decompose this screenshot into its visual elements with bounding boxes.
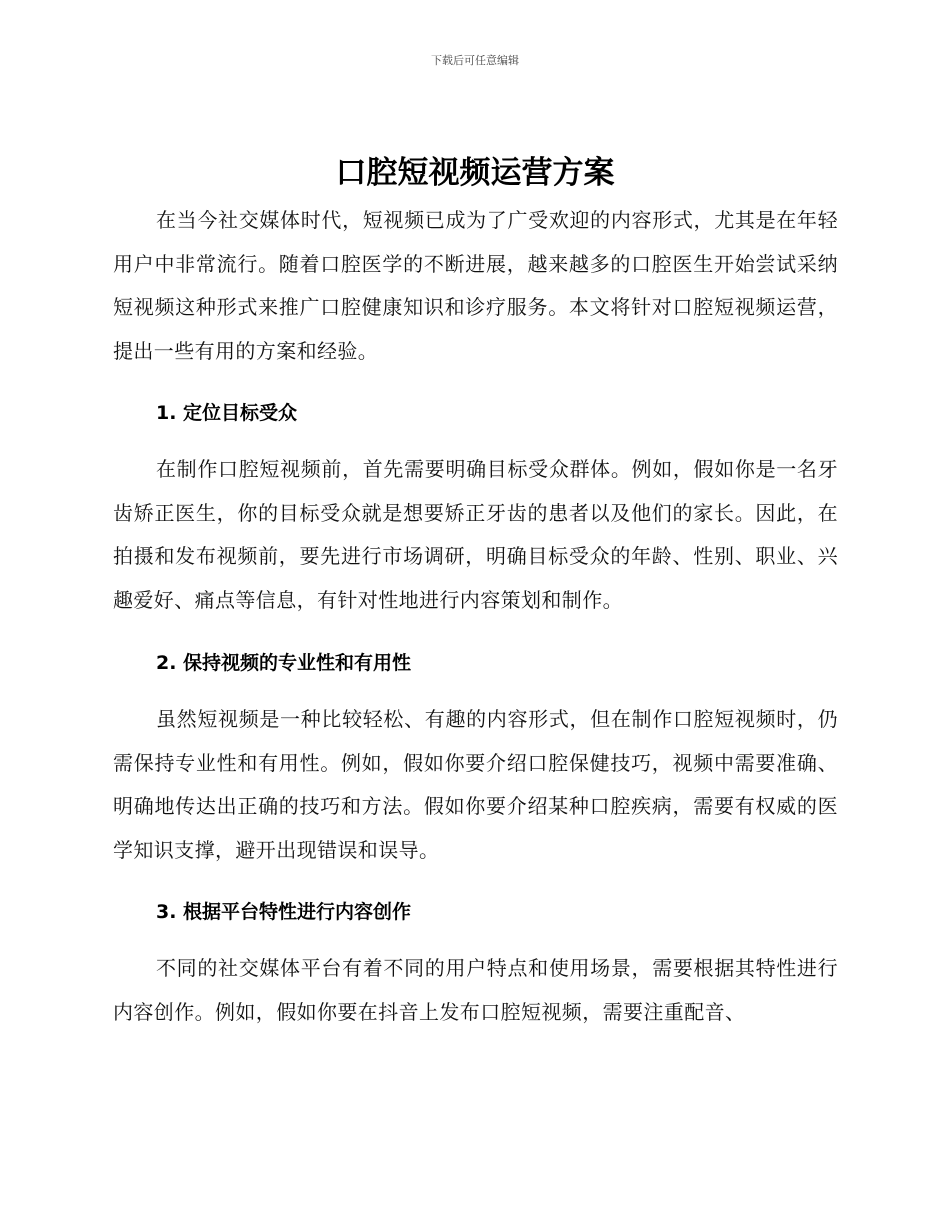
section-2-body: 虽然短视频是一种比较轻松、有趣的内容形式，但在制作口腔短视频时，仍需保持专业性和有用性。例如，假如你要介绍口腔保健技巧，视频中需要准确、明确地传达出正确的技巧和方法。假如你要介绍某种口腔疾病，需要有权威的医学知识支撑，避开出现错误和误导。 (113, 707, 838, 862)
section-1-heading: 1. 定位目标受众 (156, 402, 298, 424)
document-title: 口腔短视频运营方案 (335, 155, 615, 191)
section-3-body: 不同的社交媒体平台有着不同的用户特点和使用场景，需要根据其特性进行内容创作。例如，假如你要在抖音上发布口腔短视频，需要注重配音、 (113, 956, 838, 1024)
section-2-heading: 2. 保持视频的专业性和有用性 (156, 652, 412, 674)
intro-paragraph: 在当今社交媒体时代，短视频已成为了广受欢迎的内容形式，尤其是在年轻用户中非常流行。随着口腔医学的不断进展，越来越多的口腔医生开始尝试采纳短视频这种形式来推广口腔健康知识和诊疗服务。本文将针对口腔短视频运营，提出一些有用的方案和经验。 (113, 208, 838, 363)
section-3-heading: 3. 根据平台特性进行内容创作 (156, 901, 412, 923)
section-1-body: 在制作口腔短视频前，首先需要明确目标受众群体。例如，假如你是一名牙齿矫正医生，你的目标受众就是想要矫正牙齿的患者以及他们的家长。因此，在拍摄和发布视频前，要先进行市场调研，明确目标受众的年龄、性别、职业、兴趣爱好、痛点等信息，有针对性地进行内容策划和制作。 (113, 457, 838, 612)
page-header-note: 下载后可任意编辑 (431, 54, 519, 67)
